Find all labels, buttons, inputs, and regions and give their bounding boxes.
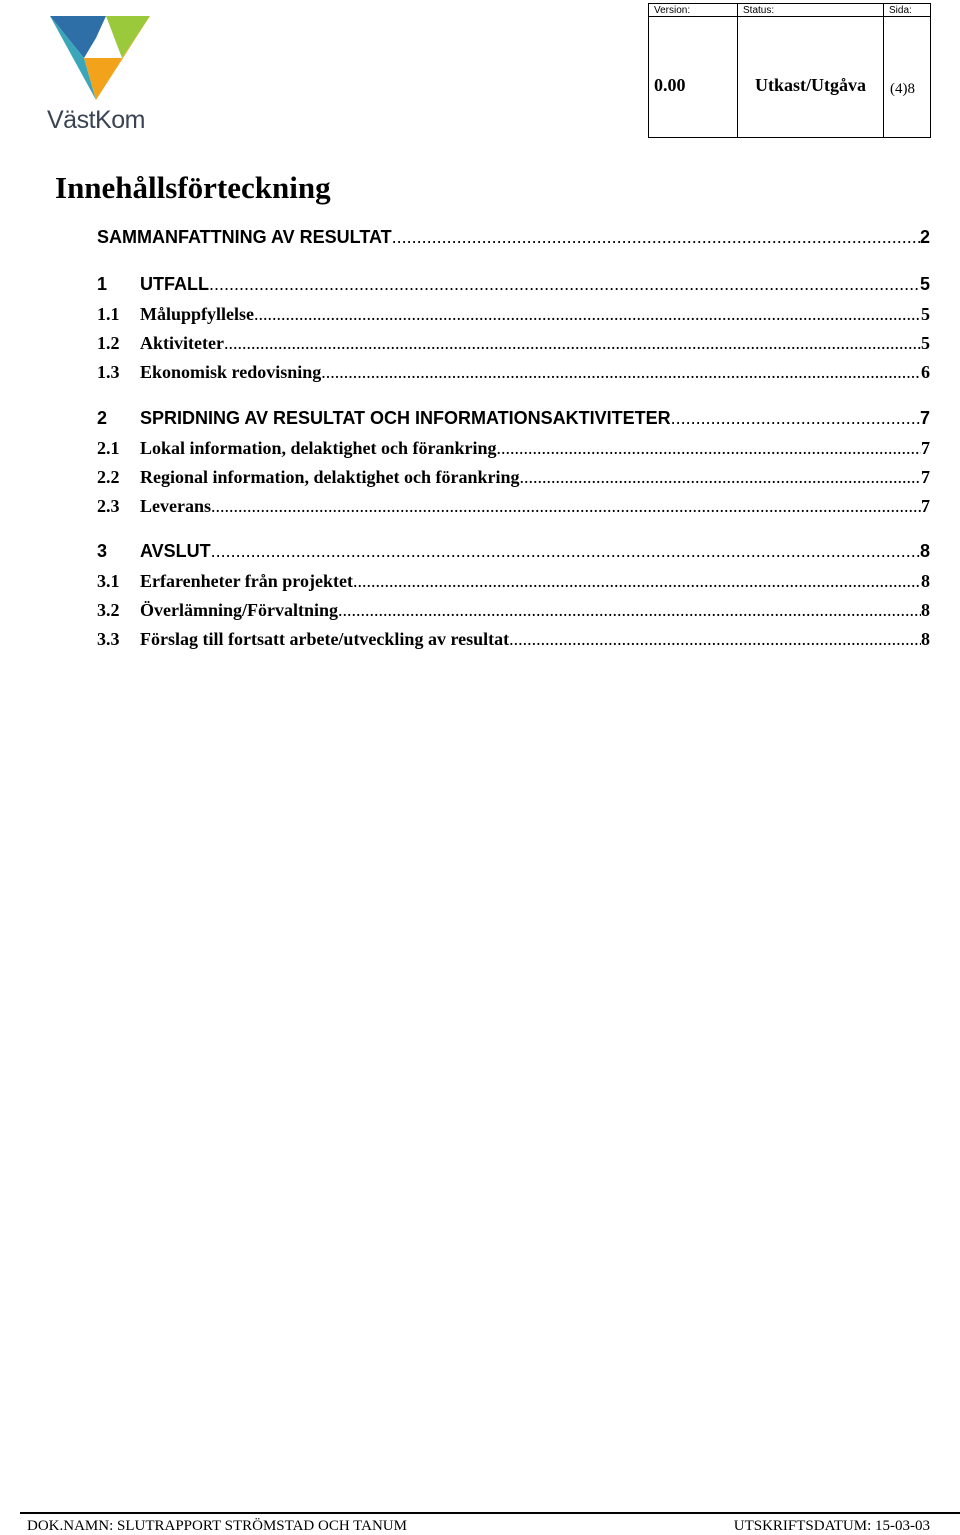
toc-entry[interactable] bbox=[97, 571, 930, 592]
toc-entry-title: Överlämning/Förvaltning bbox=[140, 600, 338, 620]
toc-entry-page: 8 bbox=[921, 600, 930, 620]
toc-leader bbox=[671, 408, 920, 429]
toc-entry-number: 3.1 bbox=[97, 571, 120, 591]
toc-entry-title: Ekonomisk redovisning bbox=[140, 362, 322, 382]
toc-entry-number: 3.3 bbox=[97, 629, 120, 649]
status-value: Utkast/Utgåva bbox=[738, 17, 884, 138]
toc-entry[interactable] bbox=[97, 496, 930, 517]
toc-entry-page: 5 bbox=[921, 333, 930, 353]
toc-entry-title: Erfarenheter från projektet bbox=[140, 571, 353, 591]
toc-entry-page: 5 bbox=[919, 274, 930, 294]
toc-leader bbox=[211, 541, 920, 562]
page-value: (4)8 bbox=[884, 17, 931, 138]
toc-entry-number: 1.1 bbox=[97, 304, 120, 324]
page-label: Sida: bbox=[884, 4, 931, 17]
toc-entry-number: 2.2 bbox=[97, 467, 120, 487]
toc-entry-number: 2 bbox=[97, 408, 108, 428]
toc-title: Innehållsförteckning bbox=[55, 170, 331, 205]
toc-entry[interactable] bbox=[97, 541, 930, 562]
toc-entry-number: 1.2 bbox=[97, 333, 120, 353]
toc-entry-number: 3.2 bbox=[97, 600, 120, 620]
toc-entry[interactable] bbox=[97, 467, 930, 488]
toc-entry-title: Förslag till fortsatt arbete/utveckling av resultat bbox=[140, 629, 510, 649]
toc-leader bbox=[392, 227, 920, 248]
toc-leader bbox=[211, 496, 921, 517]
toc-leader bbox=[509, 629, 921, 650]
toc-entry-title: Regional information, delaktighet och förankring bbox=[140, 467, 520, 487]
toc-entry-number: 1 bbox=[97, 274, 108, 294]
version-label: Version: bbox=[649, 4, 738, 17]
toc-leader bbox=[497, 438, 921, 459]
toc-entry-number: 1.3 bbox=[97, 362, 120, 382]
toc-entry-title: Aktiviteter bbox=[140, 333, 224, 353]
footer-divider bbox=[20, 1512, 960, 1514]
document-meta-table bbox=[648, 3, 931, 138]
toc-entry-page: 8 bbox=[919, 541, 930, 561]
toc-leader bbox=[353, 571, 921, 592]
logo-wordmark: VästKom bbox=[47, 106, 145, 134]
vastkom-logo bbox=[44, 14, 156, 134]
toc-entry[interactable] bbox=[97, 274, 930, 295]
toc-entry-title: SAMMANFATTNING AV RESULTAT bbox=[97, 227, 392, 247]
toc-entry[interactable] bbox=[97, 438, 930, 459]
toc-entry-title: AVSLUT bbox=[140, 541, 211, 561]
toc-entry-title: UTFALL bbox=[140, 274, 209, 294]
toc-leader bbox=[224, 333, 921, 354]
toc-entry-page: 7 bbox=[921, 467, 930, 487]
toc-leader bbox=[321, 362, 921, 383]
toc-entry[interactable] bbox=[97, 408, 930, 429]
toc-leader bbox=[254, 304, 921, 325]
toc-entry-page: 6 bbox=[921, 362, 930, 382]
page-footer bbox=[27, 1518, 930, 1535]
toc-entry-page: 8 bbox=[921, 629, 930, 649]
footer-document-name: DOK.NAMN: SLUTRAPPORT STRÖMSTAD OCH TANUM bbox=[27, 1518, 407, 1534]
toc-entry[interactable] bbox=[97, 227, 930, 248]
toc-entry-number: 2.1 bbox=[97, 438, 120, 458]
footer-print-date: UTSKRIFTSDATUM: 15-03-03 bbox=[733, 1518, 930, 1534]
toc-entry-title: Lokal information, delaktighet och förankring bbox=[140, 438, 497, 458]
toc-entry-title: SPRIDNING AV RESULTAT OCH INFORMATIONSAKTIVITETER bbox=[140, 408, 671, 428]
toc-entry[interactable] bbox=[97, 304, 930, 325]
toc-leader bbox=[338, 600, 921, 621]
status-label: Status: bbox=[738, 4, 884, 17]
toc-entry-page: 2 bbox=[919, 227, 930, 247]
toc-entry-number: 2.3 bbox=[97, 496, 120, 516]
toc-entry-page: 5 bbox=[921, 304, 930, 324]
toc-entry[interactable] bbox=[97, 333, 930, 354]
toc-entry-page: 7 bbox=[921, 438, 930, 458]
toc-entry-number: 3 bbox=[97, 541, 108, 561]
vastkom-logo-mark bbox=[44, 14, 156, 106]
version-value: 0.00 bbox=[649, 17, 738, 138]
toc-entry-page: 7 bbox=[921, 496, 930, 516]
toc-entry-title: Måluppfyllelse bbox=[140, 304, 255, 324]
toc-leader bbox=[520, 467, 921, 488]
toc-entry-page: 8 bbox=[921, 571, 930, 591]
toc-entry[interactable] bbox=[97, 629, 930, 650]
toc-entry[interactable] bbox=[97, 600, 930, 621]
toc-leader bbox=[209, 274, 920, 295]
toc-entry-title: Leverans bbox=[140, 496, 211, 516]
toc-entry-page: 7 bbox=[919, 408, 930, 428]
toc-entry[interactable] bbox=[97, 362, 930, 383]
